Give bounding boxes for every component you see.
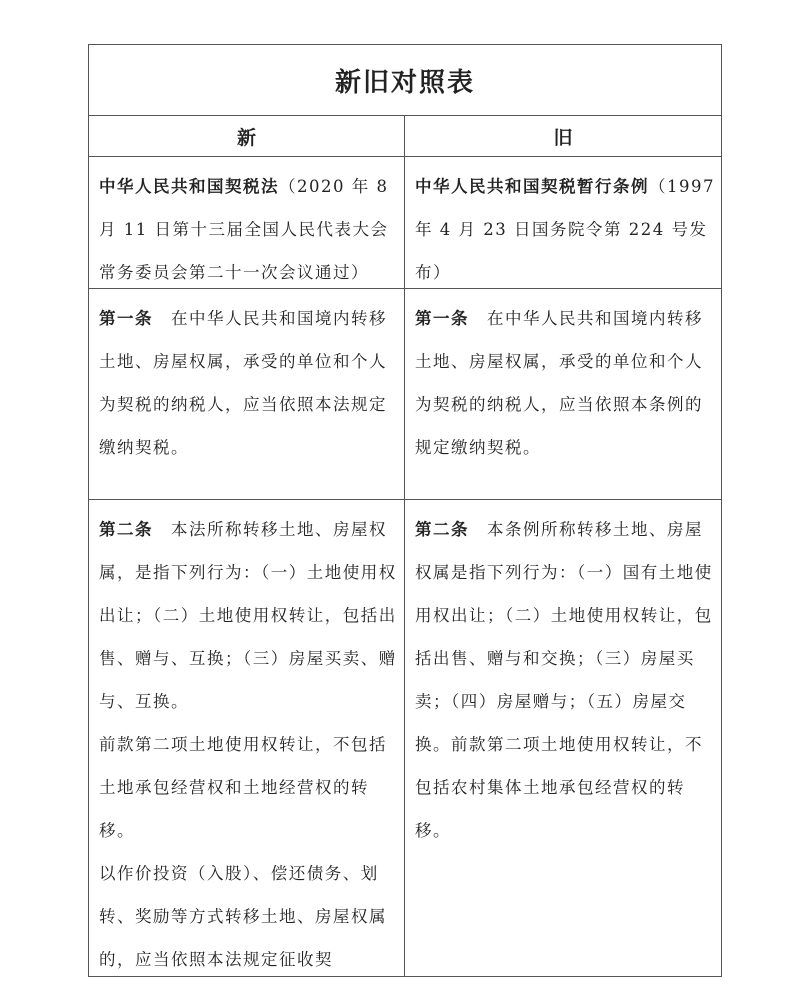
paragraph <box>415 508 715 852</box>
paragraph <box>99 852 398 981</box>
table-row <box>89 289 721 500</box>
paragraph <box>415 297 715 469</box>
paragraph-text: （1997 年 4 月 23 日国务院令第 224 号发布） <box>415 177 715 282</box>
paragraph-text: 以作价投资（入股）、偿还债务、划转、奖励等方式转移土地、房屋权属的，应当依照本法规定征收契 <box>99 864 387 969</box>
old-cell <box>405 500 721 976</box>
table-row <box>89 157 721 289</box>
law-title: 中华人民共和国契税法 <box>99 177 279 196</box>
article-label: 第二条 <box>415 520 469 539</box>
paragraph-text: 本条例所称转移土地、房屋权属是指下列行为：（一）国有土地使用权出让；（二）土地使用权转让，包括出售、赠与和交换；（三）房屋买卖；（四）房屋赠与；（五）房屋交换。前款第二项土地使用权转让，不包括农村集体土地承包经营权的转移。 <box>415 520 713 840</box>
old-cell <box>405 289 721 499</box>
table-header-row <box>89 116 721 157</box>
article-label: 第一条 <box>99 309 153 328</box>
paragraph-text: 在中华人民共和国境内转移土地、房屋权属，承受的单位和个人为契税的纳税人，应当依照本法规定缴纳契税。 <box>99 309 387 457</box>
comparison-table <box>88 44 722 977</box>
new-cell <box>89 500 405 976</box>
paragraph-text: 本法所称转移土地、房屋权属，是指下列行为：（一）土地使用权出让；（二）土地使用权转让，包括出售、赠与、互换；（三）房屋买卖、赠与、互换。 <box>99 520 397 711</box>
paragraph-text: 在中华人民共和国境内转移土地、房屋权属，承受的单位和个人为契税的纳税人，应当依照本条例的规定缴纳契税。 <box>415 309 703 457</box>
paragraph <box>99 165 398 294</box>
table-row <box>89 500 721 976</box>
header-old: 旧 <box>553 126 573 149</box>
paragraph <box>99 723 398 852</box>
article-label: 第二条 <box>99 520 153 539</box>
header-new: 新 <box>89 116 405 156</box>
paragraph <box>99 297 398 469</box>
new-cell <box>89 289 405 499</box>
paragraph <box>415 165 715 294</box>
paragraph-text: 前款第二项土地使用权转让，不包括土地承包经营权和土地经营权的转移。 <box>99 735 387 840</box>
table-title: 新旧对照表 <box>89 45 721 116</box>
article-label: 第一条 <box>415 309 469 328</box>
new-cell <box>89 157 405 288</box>
old-cell <box>405 157 721 288</box>
paragraph-text: （2020 年 8 月 11 日第十三届全国人民代表大会常务委员会第二十一次会议通过） <box>99 177 389 282</box>
law-title: 中华人民共和国契税暂行条例 <box>415 177 649 196</box>
paragraph <box>99 508 398 723</box>
